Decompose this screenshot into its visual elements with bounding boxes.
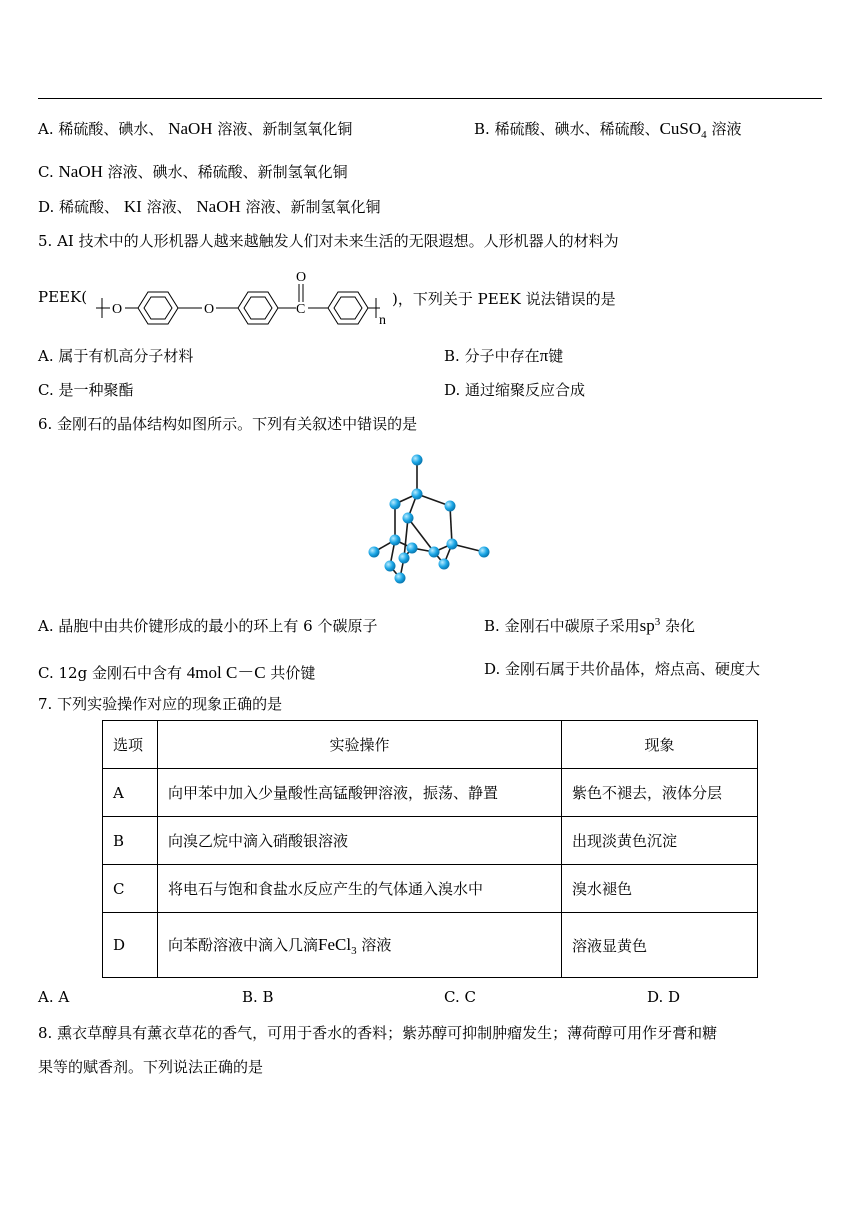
header-rule: [38, 98, 822, 99]
carbon-atom: [429, 547, 440, 558]
table-row: C 将电石与饱和食盐水反应产生的气体通入溴水中 溴水褪色: [103, 865, 758, 913]
q6-option-a[interactable]: A. 晶胞中由共价键形成的最小的环上有 6 个碳原子: [38, 617, 378, 635]
q7-answer-a[interactable]: A. A: [38, 988, 70, 1006]
q4-option-b[interactable]: B. 稀硫酸、碘水、稀硫酸、CuSO$_4$ 溶液: [474, 119, 742, 141]
o-atom-carbonyl: O: [296, 270, 307, 285]
q5-option-c[interactable]: C. 是一种聚酯: [38, 381, 134, 399]
carbon-atom: [403, 513, 414, 524]
carbon-atom: [447, 539, 458, 550]
carbon-atom: [369, 547, 380, 558]
carbon-atom: [399, 553, 410, 564]
o-atom-1: O: [112, 302, 123, 317]
q7-stem: 7. 下列实验操作对应的现象正确的是: [38, 695, 283, 713]
q5-stem: 5. AI 技术中的人形机器人越来越触发人们对未来生活的无限遐想。人形机器人的材料为: [38, 232, 619, 250]
carbon-atom: [390, 499, 401, 510]
q5-peek-suffix: )，下列关于 PEEK 说法错误的是: [392, 290, 616, 308]
n-subscript: n: [379, 313, 386, 326]
carbon-atom: [390, 535, 401, 546]
carbon-atom: [479, 547, 490, 558]
q7-answer-d[interactable]: D. D: [647, 988, 681, 1006]
q7-answer-c[interactable]: C. C: [444, 988, 476, 1006]
table-row: A 向甲苯中加入少量酸性高锰酸钾溶液，振荡、静置 紫色不褪去，液体分层: [103, 769, 758, 817]
header-phenomenon: 现象: [562, 721, 758, 769]
carbon-atom: [407, 543, 418, 554]
header-option: 选项: [103, 721, 158, 769]
q8-stem-line2: 果等的赋香剂。下列说法正确的是: [38, 1058, 264, 1076]
q5-option-b[interactable]: B. 分子中存在π键: [444, 346, 564, 365]
q5-option-a[interactable]: A. 属于有机高分子材料: [38, 347, 194, 365]
carbon-atom: [412, 455, 423, 466]
q4-option-a[interactable]: A. 稀硫酸、碘水、 NaOH 溶液、新制氢氧化铜: [38, 119, 353, 138]
q6-option-c[interactable]: C. 12g 金刚石中含有 4mol C－C 共价键: [38, 663, 316, 682]
table-row: D 向苯酚溶液中滴入几滴FeCl$_3$ 溶液 溶液显黄色: [103, 913, 758, 978]
carbon-atom: [385, 561, 396, 572]
q5-option-d[interactable]: D. 通过缩聚反应合成: [444, 381, 586, 399]
q4-option-d[interactable]: D. 稀硫酸、 KI 溶液、 NaOH 溶液、新制氢氧化铜: [38, 197, 381, 216]
c-atom: C: [296, 302, 306, 317]
diamond-crystal-structure-diagram: [360, 448, 500, 588]
header-operation: 实验操作: [158, 721, 562, 769]
o-atom-2: O: [204, 302, 215, 317]
experiment-table: [102, 720, 758, 978]
table-row: B 向溴乙烷中滴入硝酸银溶液 出现淡黄色沉淀: [103, 817, 758, 865]
table-header-row: [103, 721, 758, 769]
carbon-atom: [412, 489, 423, 500]
carbon-atom: [439, 559, 450, 570]
peek-structure-formula: [88, 262, 398, 326]
q6-option-b[interactable]: B. 金刚石中碳原子采用$sp^3$ 杂化: [484, 616, 696, 635]
carbon-atom: [395, 573, 406, 584]
q8-stem-line1: 8. 熏衣草醇具有薰衣草花的香气，可用于香水的香料；紫苏醇可抑制肿瘤发生；薄荷醇可用作牙膏和糖: [38, 1024, 718, 1042]
carbon-atom: [445, 501, 456, 512]
q4-option-c[interactable]: C. NaOH 溶液、碘水、稀硫酸、新制氢氧化铜: [38, 162, 348, 181]
q5-peek-prefix: PEEK(: [38, 288, 88, 306]
q6-stem: 6. 金刚石的晶体结构如图所示。下列有关叙述中错误的是: [38, 415, 418, 433]
q7-answer-b[interactable]: B. B: [242, 988, 274, 1006]
q6-option-d[interactable]: D. 金刚石属于共价晶体，熔点高、硬度大: [484, 660, 761, 678]
